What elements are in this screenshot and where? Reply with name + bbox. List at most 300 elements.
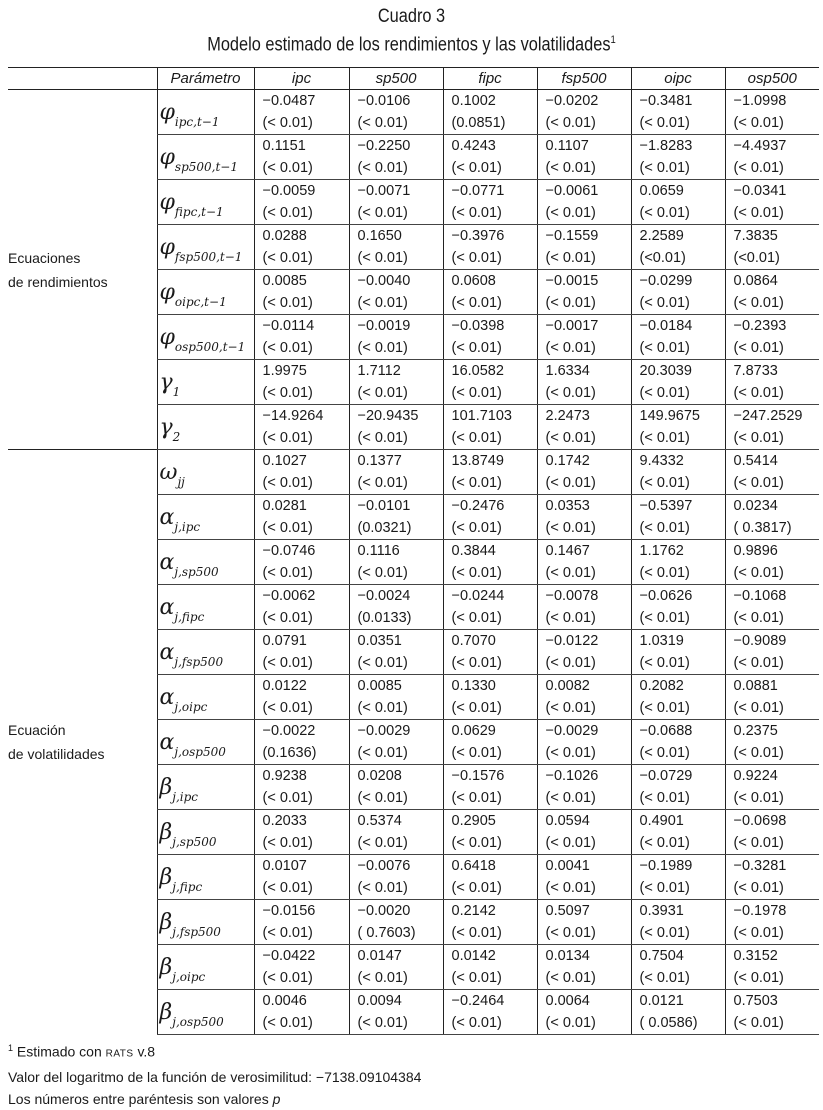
table-row xyxy=(8,450,819,495)
p-value: (< 0.01) xyxy=(733,475,784,491)
coefficient: 0.0142 xyxy=(451,948,496,964)
coefficient: 20.3039 xyxy=(639,363,692,379)
coefficient: 0.1377 xyxy=(357,453,402,469)
parameter-symbol: φ xyxy=(159,279,175,305)
coefficient: 0.0208 xyxy=(357,768,402,784)
p-value: (< 0.01) xyxy=(545,250,596,266)
p-value: (< 0.01) xyxy=(451,610,502,626)
p-value: (< 0.01) xyxy=(262,385,313,401)
value-cell xyxy=(443,495,537,540)
value-cell xyxy=(349,900,443,945)
coefficient: −0.0059 xyxy=(262,183,316,199)
p-value: (< 0.01) xyxy=(262,115,313,131)
p-value: (< 0.01) xyxy=(639,835,690,851)
value-cell xyxy=(725,405,819,450)
value-cell xyxy=(725,765,819,810)
value-cell xyxy=(631,540,725,585)
value-cell xyxy=(254,990,349,1035)
value-cell xyxy=(537,585,631,630)
value-cell xyxy=(349,855,443,900)
coefficient: 149.9675 xyxy=(639,408,700,424)
header-col: oipc xyxy=(631,68,725,90)
coefficient: −0.0061 xyxy=(545,183,599,199)
coefficient: 2.2589 xyxy=(639,228,684,244)
value-cell xyxy=(254,540,349,585)
coefficient: −0.3481 xyxy=(639,93,693,109)
value-cell xyxy=(725,90,819,135)
parameter-cell xyxy=(157,720,254,765)
parameter-cell xyxy=(157,675,254,720)
value-cell xyxy=(537,135,631,180)
p-value: (< 0.01) xyxy=(357,160,408,176)
value-cell xyxy=(537,990,631,1035)
coefficient: −0.0626 xyxy=(639,588,693,604)
value-cell xyxy=(725,945,819,990)
value-cell xyxy=(349,675,443,720)
p-value: (< 0.01) xyxy=(639,115,690,131)
value-cell xyxy=(443,720,537,765)
coefficient: −0.2464 xyxy=(451,993,505,1009)
p-value: (< 0.01) xyxy=(545,340,596,356)
p-value: (< 0.01) xyxy=(639,970,690,986)
coefficient: −0.0156 xyxy=(262,903,316,919)
coefficient: 1.1762 xyxy=(639,543,684,559)
value-cell xyxy=(537,90,631,135)
p-value: (< 0.01) xyxy=(545,205,596,221)
p-value: (< 0.01) xyxy=(733,205,784,221)
value-cell xyxy=(443,405,537,450)
p-value: (< 0.01) xyxy=(451,835,502,851)
value-cell xyxy=(537,675,631,720)
parameter-cell xyxy=(157,135,254,180)
parameter-subscript: sp500,t−1 xyxy=(174,159,238,174)
p-value: (< 0.01) xyxy=(451,250,502,266)
parameter-symbol: φ xyxy=(159,234,175,260)
p-value: (< 0.01) xyxy=(451,655,502,671)
results-table xyxy=(8,67,819,1035)
coefficient: 0.0353 xyxy=(545,498,590,514)
value-cell xyxy=(254,900,349,945)
p-value: ( 0.7603) xyxy=(357,925,416,941)
value-cell xyxy=(631,900,725,945)
value-cell xyxy=(631,585,725,630)
coefficient: 16.0582 xyxy=(451,363,504,379)
parameter-symbol: β xyxy=(159,999,173,1025)
p-value: (0.0133) xyxy=(357,610,412,626)
parameter-cell xyxy=(157,855,254,900)
value-cell xyxy=(254,270,349,315)
value-cell xyxy=(725,900,819,945)
p-value: (< 0.01) xyxy=(545,700,596,716)
parameter-cell xyxy=(157,540,254,585)
parameter-cell xyxy=(157,360,254,405)
value-cell xyxy=(537,360,631,405)
p-value: (< 0.01) xyxy=(262,160,313,176)
parameter-symbol: γ xyxy=(159,414,173,440)
value-cell xyxy=(349,90,443,135)
p-value: (< 0.01) xyxy=(262,520,313,536)
value-cell xyxy=(443,675,537,720)
header-col: sp500 xyxy=(349,68,443,90)
p-value: (< 0.01) xyxy=(639,610,690,626)
coefficient: 0.0041 xyxy=(545,858,590,874)
coefficient: 0.0085 xyxy=(357,678,402,694)
p-value: (< 0.01) xyxy=(545,880,596,896)
value-cell xyxy=(443,180,537,225)
group-label-line: Ecuaciones xyxy=(8,249,81,266)
coefficient: −0.1026 xyxy=(545,768,599,784)
coefficient: 0.5097 xyxy=(545,903,590,919)
coefficient: 0.1116 xyxy=(357,543,400,559)
coefficient: −0.0688 xyxy=(639,723,693,739)
coefficient: 0.0234 xyxy=(733,498,778,514)
value-cell xyxy=(349,180,443,225)
coefficient: 0.4243 xyxy=(451,138,496,154)
parameter-cell xyxy=(157,315,254,360)
coefficient: 0.0608 xyxy=(451,273,496,289)
coefficient: 0.0147 xyxy=(357,948,402,964)
value-cell xyxy=(725,675,819,720)
value-cell xyxy=(537,945,631,990)
p-value: (< 0.01) xyxy=(639,745,690,761)
value-cell xyxy=(443,585,537,630)
coefficient: −0.0487 xyxy=(262,93,316,109)
p-value: (< 0.01) xyxy=(545,970,596,986)
coefficient: −0.0299 xyxy=(639,273,693,289)
p-value: (< 0.01) xyxy=(357,700,408,716)
coefficient: −0.0015 xyxy=(545,273,599,289)
value-cell xyxy=(443,630,537,675)
p-value: (< 0.01) xyxy=(262,340,313,356)
value-cell xyxy=(254,810,349,855)
coefficient: −0.0422 xyxy=(262,948,316,964)
p-value: (< 0.01) xyxy=(639,475,690,491)
coefficient: 0.1330 xyxy=(451,678,496,694)
coefficient: 0.0121 xyxy=(639,993,684,1009)
value-cell xyxy=(537,765,631,810)
value-cell xyxy=(631,720,725,765)
value-cell xyxy=(631,765,725,810)
p-value: (< 0.01) xyxy=(639,295,690,311)
value-cell xyxy=(443,540,537,585)
coefficient: 101.7103 xyxy=(451,408,512,424)
value-cell xyxy=(631,405,725,450)
parameter-subscript: j,fipc xyxy=(174,609,205,624)
coefficient: −0.1068 xyxy=(733,588,787,604)
p-value: (< 0.01) xyxy=(733,835,784,851)
p-value: (< 0.01) xyxy=(733,115,784,131)
value-cell xyxy=(725,855,819,900)
coefficient: −0.0244 xyxy=(451,588,505,604)
value-cell xyxy=(725,810,819,855)
p-value: (< 0.01) xyxy=(733,745,784,761)
coefficient: −0.0114 xyxy=(262,318,315,334)
coefficient: 0.0288 xyxy=(262,228,307,244)
parameter-subscript: j,osp500 xyxy=(172,1014,224,1029)
value-cell xyxy=(631,945,725,990)
header-parametro: Parámetro xyxy=(157,68,254,90)
p-value: (< 0.01) xyxy=(451,340,502,356)
coefficient: −0.0101 xyxy=(357,498,411,514)
value-cell xyxy=(254,450,349,495)
p-value: (< 0.01) xyxy=(451,970,502,986)
coefficient: 0.0064 xyxy=(545,993,590,1009)
value-cell xyxy=(349,720,443,765)
value-cell xyxy=(443,90,537,135)
p-value: (< 0.01) xyxy=(357,430,408,446)
value-cell xyxy=(349,990,443,1035)
parameter-cell xyxy=(157,90,254,135)
p-value: (< 0.01) xyxy=(357,340,408,356)
p-value: (< 0.01) xyxy=(545,160,596,176)
parameter-cell xyxy=(157,810,254,855)
p-value: (< 0.01) xyxy=(545,655,596,671)
coefficient: −1.8283 xyxy=(639,138,693,154)
coefficient: −0.3976 xyxy=(451,228,505,244)
p-value: ( 0.3817) xyxy=(733,520,792,536)
parameter-cell xyxy=(157,900,254,945)
value-cell xyxy=(254,945,349,990)
coefficient: −0.0184 xyxy=(639,318,693,334)
coefficient: −1.0998 xyxy=(733,93,787,109)
p-value: (< 0.01) xyxy=(451,880,502,896)
parameter-symbol: α xyxy=(159,639,175,665)
coefficient: −14.9264 xyxy=(262,408,324,424)
parameter-cell xyxy=(157,180,254,225)
p-value: (< 0.01) xyxy=(733,700,784,716)
value-cell xyxy=(254,225,349,270)
coefficient: 0.7503 xyxy=(733,993,778,1009)
value-cell xyxy=(537,315,631,360)
parameter-cell xyxy=(157,450,254,495)
coefficient: −0.1576 xyxy=(451,768,505,784)
group-label-line: de volatilidades xyxy=(8,746,105,763)
coefficient: 1.6334 xyxy=(545,363,590,379)
coefficient: 0.0864 xyxy=(733,273,778,289)
parameter-subscript: j,fsp500 xyxy=(172,924,221,939)
parameter-symbol: φ xyxy=(159,144,175,170)
value-cell xyxy=(254,135,349,180)
parameter-subscript: ipc,t−1 xyxy=(174,114,220,129)
value-cell xyxy=(349,945,443,990)
value-cell xyxy=(254,720,349,765)
p-value: (< 0.01) xyxy=(733,385,784,401)
value-cell xyxy=(725,180,819,225)
p-value: (< 0.01) xyxy=(733,970,784,986)
table-row xyxy=(8,90,819,135)
coefficient: 0.9238 xyxy=(262,768,307,784)
coefficient: 0.0594 xyxy=(545,813,590,829)
p-value: (< 0.01) xyxy=(451,790,502,806)
p-value: (< 0.01) xyxy=(262,655,313,671)
value-cell xyxy=(631,495,725,540)
p-value: (< 0.01) xyxy=(357,565,408,581)
coefficient: −0.2476 xyxy=(451,498,505,514)
p-value: (< 0.01) xyxy=(733,655,784,671)
value-cell xyxy=(254,315,349,360)
coefficient: −0.2250 xyxy=(357,138,411,154)
coefficient: 0.3152 xyxy=(733,948,778,964)
p-value: (< 0.01) xyxy=(357,475,408,491)
value-cell xyxy=(537,495,631,540)
p-value: (< 0.01) xyxy=(357,115,408,131)
p-value: (< 0.01) xyxy=(639,790,690,806)
value-cell xyxy=(631,675,725,720)
coefficient: 0.0351 xyxy=(357,633,402,649)
p-value: (< 0.01) xyxy=(357,1015,408,1031)
p-value: (< 0.01) xyxy=(262,430,313,446)
parameter-subscript: fsp500,t−1 xyxy=(174,249,243,264)
value-cell xyxy=(537,225,631,270)
p-value: (< 0.01) xyxy=(733,880,784,896)
value-cell xyxy=(631,225,725,270)
value-cell xyxy=(254,630,349,675)
p-value: (< 0.01) xyxy=(357,835,408,851)
coefficient: −0.1978 xyxy=(733,903,787,919)
p-value: (< 0.01) xyxy=(357,385,408,401)
p-value: (< 0.01) xyxy=(545,610,596,626)
coefficient: 0.1027 xyxy=(262,453,307,469)
coefficient: 0.3931 xyxy=(639,903,684,919)
coefficient: 0.1467 xyxy=(545,543,590,559)
value-cell xyxy=(349,630,443,675)
value-cell xyxy=(725,315,819,360)
coefficient: 0.0082 xyxy=(545,678,590,694)
value-cell xyxy=(631,270,725,315)
coefficient: −0.0076 xyxy=(357,858,411,874)
parameter-cell xyxy=(157,495,254,540)
parameter-cell xyxy=(157,270,254,315)
coefficient: 0.5374 xyxy=(357,813,402,829)
p-value: (< 0.01) xyxy=(262,880,313,896)
p-value: (< 0.01) xyxy=(733,565,784,581)
coefficient: −0.5397 xyxy=(639,498,693,514)
coefficient: −0.0071 xyxy=(357,183,411,199)
parameter-symbol: β xyxy=(159,819,173,845)
p-value: (0.0851) xyxy=(451,115,506,131)
value-cell xyxy=(254,360,349,405)
parameter-cell xyxy=(157,405,254,450)
value-cell xyxy=(537,180,631,225)
value-cell xyxy=(443,270,537,315)
p-value: (< 0.01) xyxy=(639,565,690,581)
value-cell xyxy=(443,810,537,855)
value-cell xyxy=(349,585,443,630)
value-cell xyxy=(537,810,631,855)
parameter-subscript: 2 xyxy=(172,429,181,444)
p-value: (< 0.01) xyxy=(357,250,408,266)
value-cell xyxy=(537,630,631,675)
parameter-symbol: φ xyxy=(159,189,175,215)
value-cell xyxy=(537,405,631,450)
value-cell xyxy=(631,450,725,495)
p-value: (< 0.01) xyxy=(451,520,502,536)
parameter-subscript: j,oipc xyxy=(174,699,208,714)
parameter-symbol: α xyxy=(159,549,175,575)
value-cell xyxy=(254,180,349,225)
parameter-subscript: oipc,t−1 xyxy=(174,294,227,309)
value-cell xyxy=(349,135,443,180)
coefficient: −0.0398 xyxy=(451,318,505,334)
value-cell xyxy=(631,360,725,405)
value-cell xyxy=(631,315,725,360)
p-value: (< 0.01) xyxy=(733,430,784,446)
p-value: (< 0.01) xyxy=(262,1015,313,1031)
parameter-subscript: j,fipc xyxy=(172,879,203,894)
coefficient: 0.0791 xyxy=(262,633,307,649)
header-col: fipc xyxy=(443,68,537,90)
value-cell xyxy=(349,225,443,270)
coefficient: 0.0629 xyxy=(451,723,496,739)
coefficient: 0.6418 xyxy=(451,858,496,874)
coefficient: 0.1650 xyxy=(357,228,402,244)
value-cell xyxy=(725,720,819,765)
header-row xyxy=(8,68,819,90)
value-cell xyxy=(725,585,819,630)
value-cell xyxy=(254,855,349,900)
value-cell xyxy=(254,765,349,810)
parameter-subscript: j,ipc xyxy=(172,789,198,804)
parameter-cell xyxy=(157,765,254,810)
p-value: (< 0.01) xyxy=(357,745,408,761)
parameter-symbol: β xyxy=(159,774,173,800)
p-value: (< 0.01) xyxy=(639,880,690,896)
coefficient: −0.0746 xyxy=(262,543,316,559)
p-value: (< 0.01) xyxy=(262,205,313,221)
parameter-cell xyxy=(157,585,254,630)
p-value: (< 0.01) xyxy=(451,1015,502,1031)
value-cell xyxy=(631,855,725,900)
p-value: (< 0.01) xyxy=(545,385,596,401)
value-cell xyxy=(349,405,443,450)
coefficient: −0.1989 xyxy=(639,858,693,874)
p-value: (< 0.01) xyxy=(262,475,313,491)
value-cell xyxy=(537,900,631,945)
coefficient: −0.0341 xyxy=(733,183,787,199)
value-cell xyxy=(631,810,725,855)
value-cell xyxy=(443,315,537,360)
coefficient: 13.8749 xyxy=(451,453,504,469)
p-value: (< 0.01) xyxy=(733,1015,784,1031)
p-value: (< 0.01) xyxy=(545,1015,596,1031)
value-cell xyxy=(631,630,725,675)
value-cell xyxy=(254,585,349,630)
table-notes xyxy=(8,1037,421,1110)
coefficient: 7.8733 xyxy=(733,363,778,379)
p-value: (< 0.01) xyxy=(545,520,596,536)
value-cell xyxy=(349,810,443,855)
parameter-symbol: β xyxy=(159,864,173,890)
p-value: (< 0.01) xyxy=(451,925,502,941)
parameter-subscript: jj xyxy=(177,474,185,489)
p-value: (< 0.01) xyxy=(545,925,596,941)
coefficient: −0.0040 xyxy=(357,273,411,289)
header-blank xyxy=(8,68,157,90)
parameter-subscript: osp500,t−1 xyxy=(174,339,246,354)
parameter-symbol: φ xyxy=(159,324,175,350)
value-cell xyxy=(725,270,819,315)
coefficient: 0.0122 xyxy=(262,678,307,694)
p-value: (< 0.01) xyxy=(357,295,408,311)
coefficient: 0.0046 xyxy=(262,993,307,1009)
coefficient: 0.7070 xyxy=(451,633,496,649)
p-value: (< 0.01) xyxy=(639,205,690,221)
value-cell xyxy=(443,450,537,495)
group-label-line: de rendimientos xyxy=(8,273,108,290)
coefficient: 9.4332 xyxy=(639,453,684,469)
coefficient: 0.2905 xyxy=(451,813,496,829)
coefficient: 1.9975 xyxy=(262,363,307,379)
